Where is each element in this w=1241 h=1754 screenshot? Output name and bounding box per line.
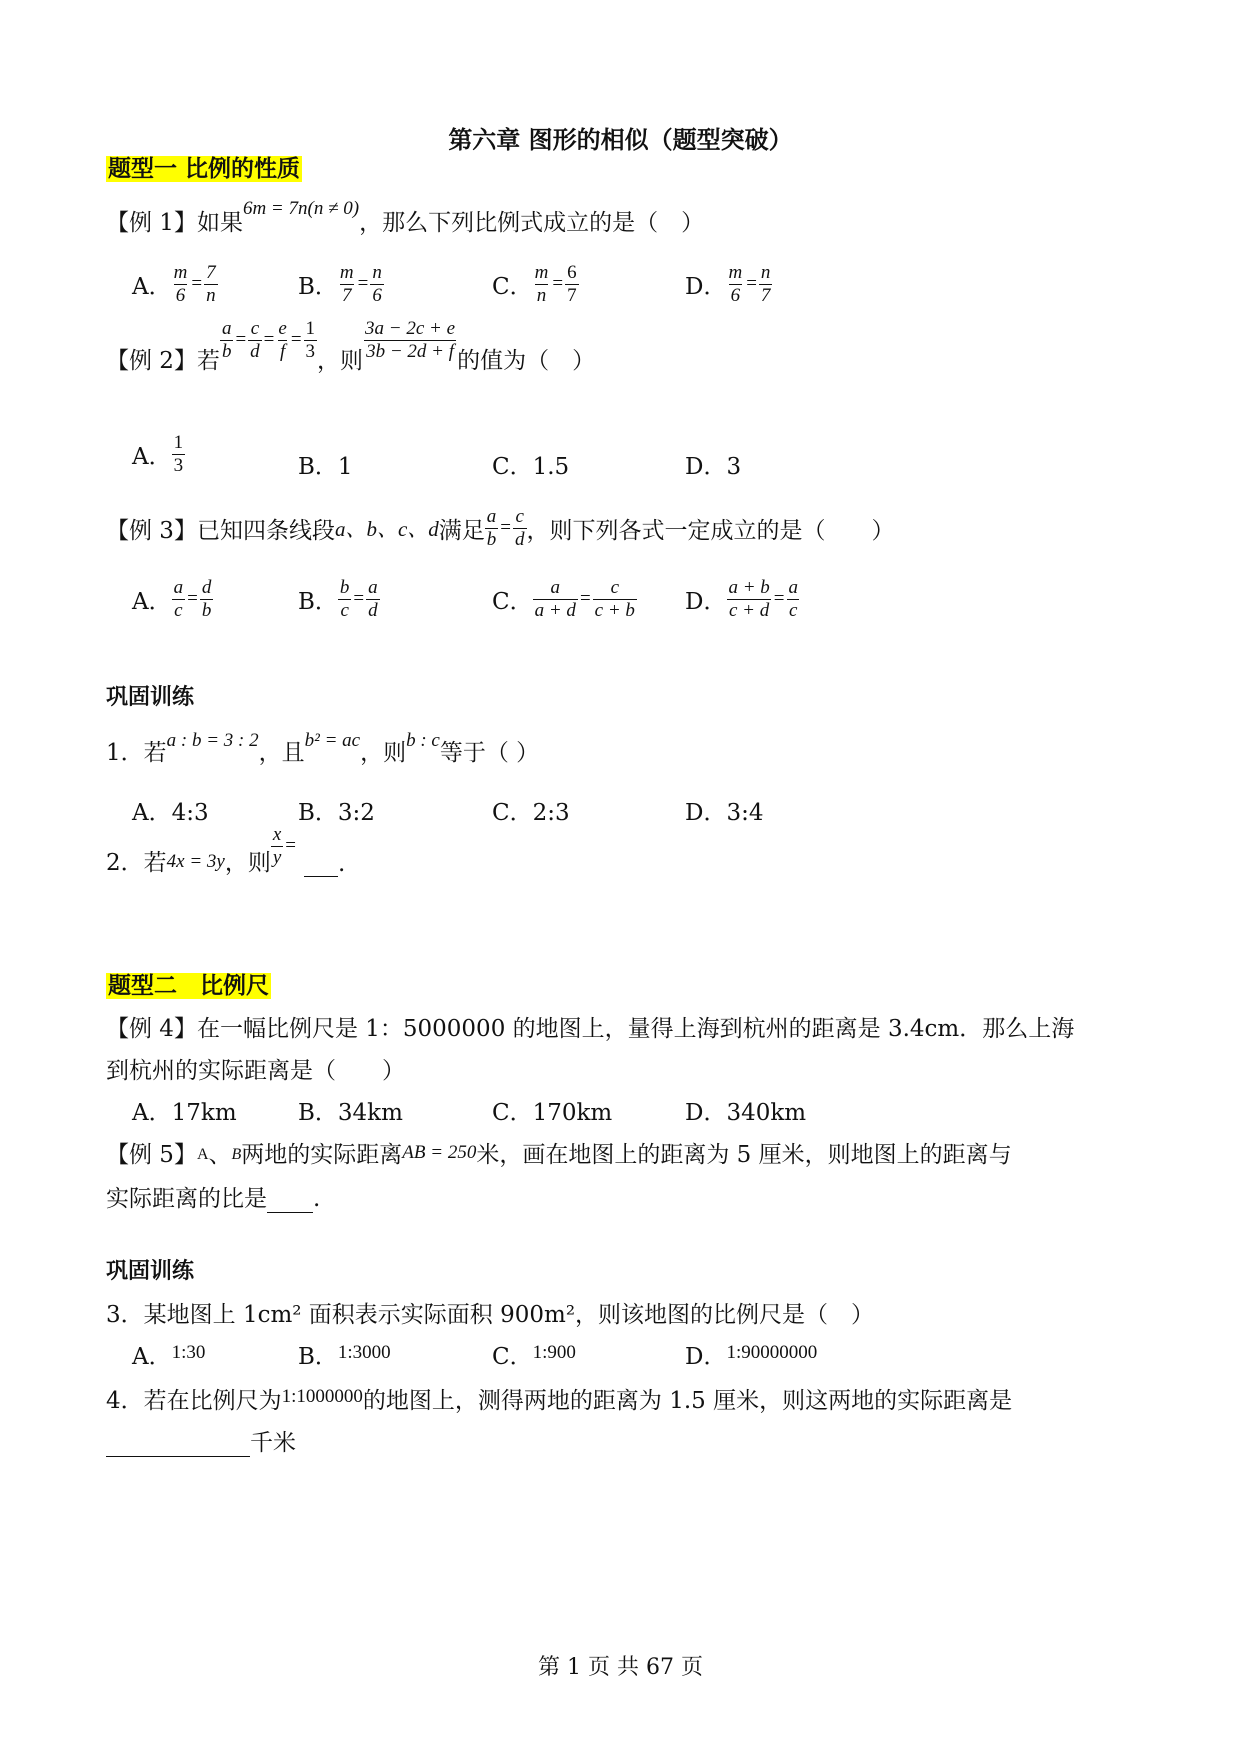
example-5-prefix: 【例 5】 — [106, 1142, 197, 1168]
question-4-answer-line — [106, 1424, 296, 1457]
question-1-suffix: 等于（ ） — [439, 740, 540, 766]
denominator: d — [368, 599, 378, 621]
example-2-condition — [220, 318, 317, 363]
example-2-prefix: 【例 2】若 — [106, 347, 220, 374]
fraction — [533, 262, 551, 307]
fraction — [172, 432, 186, 477]
option-c[interactable]: C．2:3 — [492, 800, 570, 826]
option-d[interactable] — [685, 577, 800, 622]
numerator: m — [339, 262, 354, 283]
question-4-unit: 千米 — [250, 1430, 296, 1456]
denominator: 7 — [342, 284, 352, 306]
denominator: 3 — [305, 340, 316, 362]
option-label: A． — [132, 1344, 172, 1370]
equals-sign: = — [353, 588, 365, 610]
option-value: 1.5 — [532, 454, 570, 480]
denominator: c + d — [728, 599, 770, 621]
question-1-condition-2: b² = ac — [304, 730, 361, 751]
numerator: 1 — [305, 318, 316, 339]
example-1-condition: 6m = 7n(n ≠ 0) — [242, 198, 360, 219]
example-2 — [106, 318, 596, 377]
example-5-line-2 — [106, 1180, 320, 1213]
equals-sign: = — [500, 517, 511, 539]
option-d[interactable]: D．3:4 — [685, 800, 764, 826]
denominator: n — [536, 284, 547, 306]
example-2-expression — [363, 318, 457, 363]
denominator: 7 — [760, 284, 771, 306]
numerator: c — [250, 318, 260, 339]
equals-sign: = — [290, 329, 302, 351]
denominator: c — [340, 599, 349, 621]
option-a[interactable]: A．4:3 — [132, 800, 209, 826]
equals-sign: = — [357, 273, 369, 295]
example-5-mid: 两地的实际距离 — [241, 1142, 403, 1168]
fraction — [513, 506, 527, 551]
question-4 — [106, 1382, 1012, 1415]
option-c[interactable] — [492, 1338, 576, 1371]
option-b[interactable] — [298, 1338, 391, 1371]
numerator: 3a − 2c + e — [365, 318, 456, 339]
fraction — [248, 318, 262, 363]
example-3 — [106, 506, 895, 551]
example-2-suffix: 的值为（ ） — [457, 347, 596, 374]
option-d[interactable] — [685, 1338, 817, 1371]
option-b[interactable] — [298, 262, 384, 307]
question-2-mid: ，则 — [224, 849, 271, 876]
numerator: m — [728, 262, 743, 283]
section-heading-2 — [106, 967, 271, 1000]
fraction — [485, 506, 499, 551]
option-label: C． — [492, 273, 533, 300]
equals-sign: = — [552, 273, 564, 295]
fraction — [759, 262, 773, 307]
example-3-vars: a、b、c、d — [334, 517, 439, 542]
numerator: a — [486, 506, 497, 527]
example-3-suffix: ，则下列各式一定成立的是（ ） — [526, 517, 895, 544]
fraction — [172, 262, 190, 307]
numerator: n — [372, 262, 382, 283]
fraction — [220, 318, 234, 363]
fraction — [172, 577, 186, 622]
denominator: b — [221, 340, 232, 362]
question-1 — [106, 730, 540, 767]
numerator: n — [760, 262, 771, 283]
fraction — [593, 577, 637, 622]
page-footer: 第 1 页 共 67 页 — [538, 1655, 703, 1680]
option-b[interactable]: B．3:2 — [298, 800, 375, 826]
option-label: D． — [685, 273, 727, 300]
answer-blank[interactable] — [304, 854, 338, 877]
denominator: d — [515, 528, 525, 550]
equals-sign: = — [285, 835, 296, 857]
option-b[interactable]: B．34km — [298, 1100, 403, 1126]
question-2-suffix: . — [337, 850, 346, 877]
equals-sign: = — [773, 588, 785, 610]
section-label: 题型一 比例的性质 — [108, 156, 301, 182]
example-4-line-1: 【例 4】在一幅比例尺是 1：5000000 的地图上，量得上海到杭州的距离是 3.4cm．那么上海 — [106, 1016, 1075, 1042]
example-2-mid: ，则 — [317, 347, 364, 374]
denominator: 7 — [567, 284, 577, 306]
answer-blank[interactable] — [106, 1434, 250, 1457]
denominator: 6 — [730, 284, 741, 306]
option-a[interactable] — [132, 262, 218, 307]
fraction — [366, 577, 380, 622]
section-heading-1 — [106, 150, 302, 183]
numerator: 1 — [173, 432, 184, 453]
denominator: n — [206, 284, 216, 306]
practice-heading-1: 巩固训练 — [106, 685, 195, 710]
option-a[interactable]: A．17km — [132, 1100, 237, 1126]
question-2 — [106, 824, 346, 883]
option-label: B． — [298, 454, 338, 480]
numerator: c — [515, 506, 524, 527]
denominator: d — [250, 340, 260, 362]
fraction — [338, 262, 356, 307]
question-4-scale: 1:1000000 — [281, 1386, 363, 1407]
option-value: 1:90000000 — [726, 1342, 818, 1363]
equals-sign: = — [235, 329, 247, 351]
denominator: y — [272, 846, 282, 868]
point-a: A — [196, 1146, 209, 1163]
option-c[interactable] — [492, 448, 569, 481]
option-label: B． — [298, 588, 338, 615]
example-5-line-1 — [106, 1136, 1012, 1169]
section-label: 题型二 比例尺 — [108, 973, 269, 999]
question-2-prefix: 2．若 — [106, 849, 167, 876]
fraction — [787, 577, 801, 622]
denominator: a + d — [534, 599, 576, 621]
question-1-condition-1: a : b = 3 : 2 — [166, 730, 259, 751]
denominator: f — [279, 340, 286, 362]
example-1-prefix: 【例 1】如果 — [106, 210, 243, 236]
numerator: d — [201, 577, 212, 598]
example-3-mid: 满足 — [438, 517, 485, 544]
denominator: b — [201, 599, 212, 621]
option-a[interactable] — [132, 432, 185, 477]
numerator: c — [610, 577, 619, 598]
question-1-mid-1: ，且 — [258, 740, 305, 766]
numerator: a — [173, 577, 184, 598]
option-d[interactable] — [685, 262, 772, 307]
denominator: b — [486, 528, 497, 550]
fraction — [726, 262, 744, 307]
option-label: C． — [492, 454, 533, 480]
numerator: a + b — [728, 577, 770, 598]
question-1-prefix: 1．若 — [106, 740, 167, 766]
question-4-prefix: 4．若在比例尺为 — [106, 1388, 282, 1414]
fraction — [726, 577, 771, 622]
denominator: 6 — [175, 284, 186, 306]
option-label: D． — [685, 454, 727, 480]
numerator: x — [272, 824, 282, 845]
fraction — [276, 318, 288, 363]
answer-blank[interactable] — [267, 1190, 313, 1213]
numerator: a — [368, 577, 378, 598]
option-c[interactable] — [492, 262, 579, 307]
equals-sign: = — [187, 588, 198, 610]
fraction — [304, 318, 318, 363]
option-value: 1 — [337, 454, 353, 480]
option-b[interactable] — [298, 448, 353, 481]
option-value: 1:3000 — [337, 1342, 391, 1363]
fraction — [370, 262, 384, 307]
fraction — [271, 824, 283, 869]
option-a[interactable] — [132, 577, 213, 622]
numerator: 6 — [567, 262, 577, 283]
numerator: b — [339, 577, 350, 598]
option-label: B． — [298, 1344, 338, 1370]
numerator: 7 — [206, 262, 216, 283]
option-label: B． — [298, 273, 338, 300]
question-1-condition-3: b : c — [406, 730, 440, 751]
denominator: 6 — [372, 284, 382, 306]
option-a[interactable] — [132, 1338, 205, 1371]
question-2-expression — [271, 824, 298, 869]
option-value: 1:30 — [171, 1342, 206, 1363]
numerator: m — [173, 262, 188, 283]
example-4-line-2: 到杭州的实际距离是（ ） — [106, 1058, 405, 1084]
denominator: c — [789, 599, 798, 621]
numerator: a — [788, 577, 798, 598]
equals-sign: = — [746, 273, 757, 295]
denominator: c + b — [594, 599, 635, 621]
option-value: 3 — [726, 454, 742, 480]
fraction — [338, 577, 352, 622]
separator: 、 — [208, 1142, 232, 1168]
denominator: c — [174, 599, 183, 621]
fraction — [565, 262, 579, 307]
example-5-condition: AB = 250 — [402, 1142, 477, 1163]
option-label: A． — [132, 588, 172, 615]
option-c[interactable]: C．170km — [492, 1100, 613, 1126]
option-label: A． — [132, 443, 172, 470]
question-2-condition: 4x = 3y — [166, 850, 225, 872]
equals-sign: = — [579, 588, 591, 610]
example-1 — [106, 198, 705, 237]
equals-sign: = — [263, 329, 275, 351]
option-label: D． — [685, 588, 727, 615]
fraction — [204, 262, 218, 307]
numerator: m — [534, 262, 549, 283]
option-d[interactable] — [685, 448, 741, 481]
question-3: 3．某地图上 1cm² 面积表示实际面积 900m²，则该地图的比例尺是（ ） — [106, 1302, 875, 1328]
option-value: 1:900 — [532, 1342, 576, 1363]
option-label: C． — [492, 1344, 533, 1370]
option-label: C． — [492, 588, 533, 615]
option-b[interactable] — [298, 577, 380, 622]
fraction — [200, 577, 214, 622]
option-label: D． — [685, 1344, 727, 1370]
practice-heading-2: 巩固训练 — [106, 1259, 195, 1284]
page-title: 第六章 图形的相似（题型突破） — [448, 126, 793, 154]
numerator: a — [221, 318, 232, 339]
point-b: B — [231, 1146, 242, 1163]
question-1-mid-2: ，则 — [360, 740, 407, 766]
question-4-suffix: 的地图上，测得两地的距离为 1.5 厘米，则这两地的实际距离是 — [362, 1388, 1013, 1414]
numerator: e — [278, 318, 287, 339]
equals-sign: = — [191, 273, 203, 295]
option-label: A． — [132, 273, 172, 300]
denominator: 3b − 2d + f — [366, 340, 455, 362]
fraction — [533, 577, 578, 622]
option-c[interactable] — [492, 577, 637, 622]
option-d[interactable]: D．340km — [685, 1100, 807, 1126]
example-5-suffix: 米，画在地图上的距离为 5 厘米，则地图上的距离与 — [476, 1142, 1012, 1168]
example-3-prefix: 【例 3】已知四条线段 — [106, 517, 335, 544]
example-5-line-2-text: 实际距离的比是 — [106, 1186, 267, 1212]
denominator: 3 — [173, 454, 184, 476]
example-1-suffix: ，那么下列比例式成立的是（ ） — [359, 210, 705, 236]
example-5-end: . — [313, 1186, 321, 1212]
numerator: a — [550, 577, 561, 598]
